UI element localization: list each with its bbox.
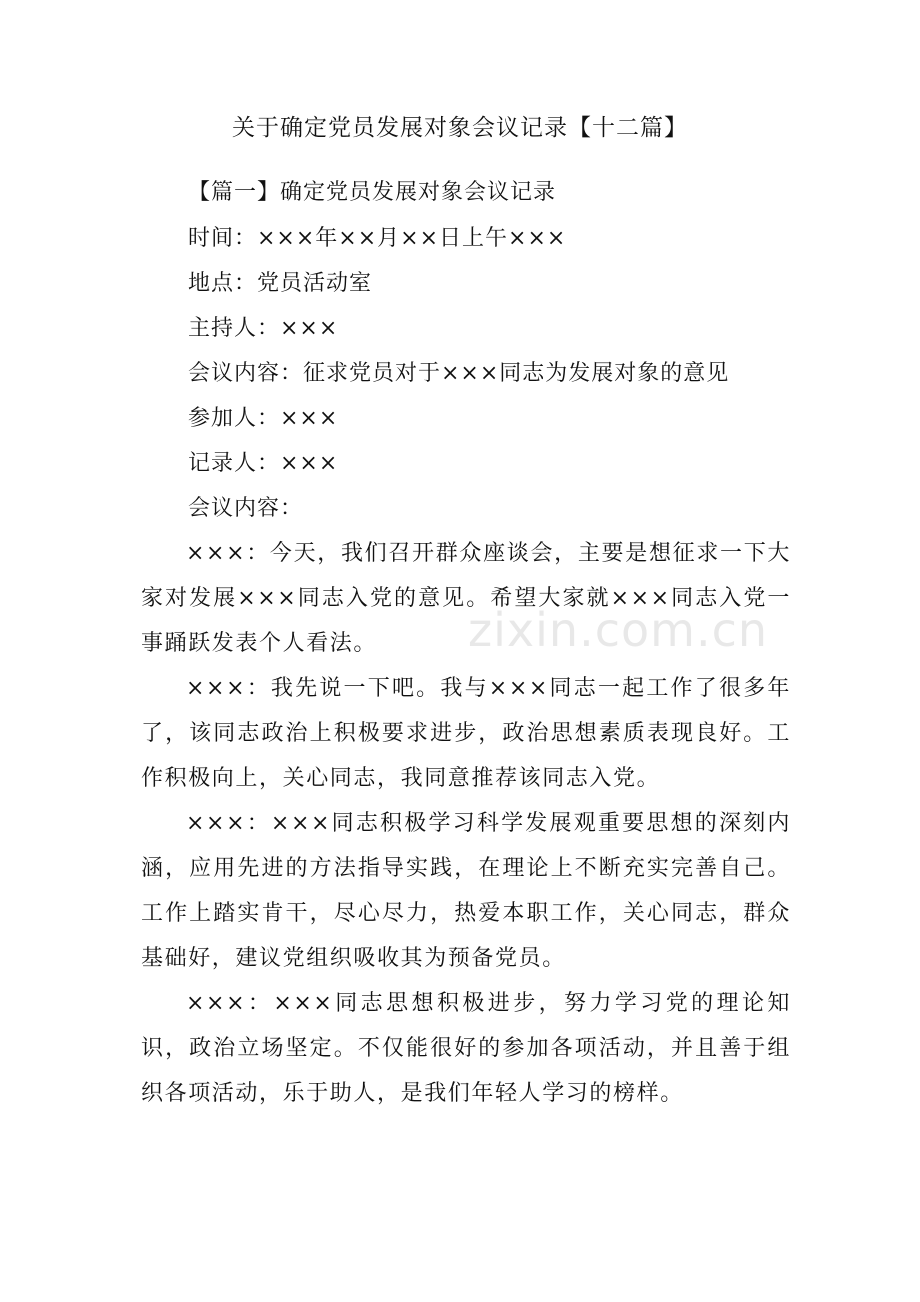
speech-paragraph-2: ×××：我先说一下吧。我与×××同志一起工作了很多年了，该同志政治上积极要求进步，政治思想素质表现良好。工作积极向上，关心同志，我同意推荐该同志入党。 [141, 676, 791, 791]
meeting-topic: 会议内容：征求党员对于×××同志为发展对象的意见 [188, 361, 730, 386]
speech-paragraph-4: ×××：×××同志思想积极进步，努力学习党的理论知识，政治立场坚定。不仅能很好的参加各项活动，并且善于组织各项活动，乐于助人，是我们年轻人学习的榜样。 [141, 991, 791, 1106]
speech-paragraph-1: ×××：今天，我们召开群众座谈会，主要是想征求一下大家对发展×××同志入党的意见。希望大家就×××同志入党一事踊跃发表个人看法。 [141, 541, 791, 656]
speech-paragraph-3: ×××：×××同志积极学习科学发展观重要思想的深刻内涵，应用先进的方法指导实践，在理论上不断充实完善自己。工作上踏实肯干，尽心尽力，热爱本职工作，关心同志，群众基础好，建议党组织吸收其为预备党员。 [141, 811, 791, 971]
meeting-host: 主持人：××× [188, 316, 339, 341]
meeting-participants: 参加人：××× [188, 406, 339, 431]
document-title: 关于确定党员发展对象会议记录【十二篇】 [232, 115, 688, 141]
meeting-location: 地点：党员活动室 [188, 271, 373, 296]
section-heading: 【篇一】确定党员发展对象会议记录 [188, 180, 557, 205]
meeting-time: 时间：×××年××月××日上午××× [188, 226, 567, 251]
meeting-content-label: 会议内容： [188, 496, 304, 521]
watermark: zixin.com.cn [468, 603, 769, 657]
meeting-recorder: 记录人：××× [188, 451, 339, 476]
